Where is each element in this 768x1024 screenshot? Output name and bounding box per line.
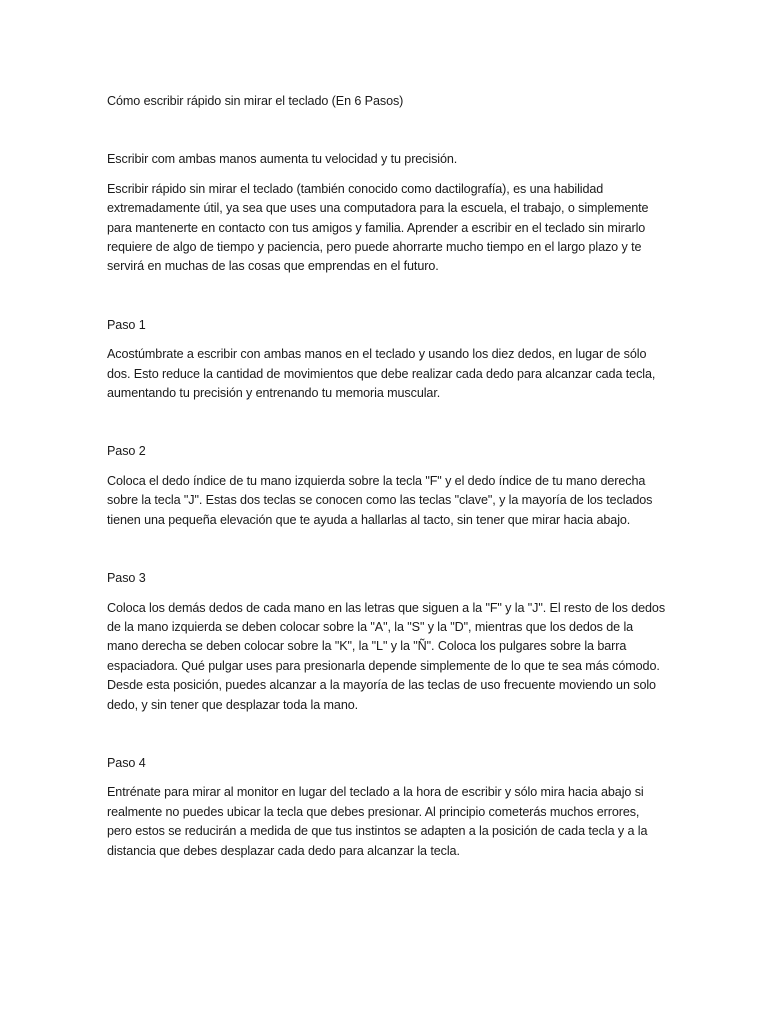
- step-4-body: Entrénate para mirar al monitor en lugar del teclado a la hora de escribir y sólo mira hacia abajo si realmente no puedes ubicar la tecla que debes presionar. Al principio cometerás muchos errores, pero estos se reducirán a medida de que tus instintos se adapten a la posición de cada tecla y a la distancia que debes desplazar cada dedo para alcanzar la tecla.: [107, 785, 648, 858]
- step-1-body: Acostúmbrate a escribir con ambas manos en el teclado y usando los diez dedos, en lugar de sólo dos. Esto reduce la cantidad de movimientos que debe realizar cada dedo para alcanzar cada tecla, aumentando tu precisión y entrenando tu memoria muscular.: [107, 347, 656, 401]
- step-1-heading: Paso 1: [107, 317, 146, 332]
- step-2-body: Coloca el dedo índice de tu mano izquierda sobre la tecla "F" y el dedo índice de tu mano derecha sobre la tecla "J". Estas dos teclas se conocen como las teclas "clave", y la mayoría de los teclados tienen una pequeña elevación que te ayuda a hallarlas al tacto, sin tener que mirar hacia abajo.: [107, 473, 653, 527]
- step-2-heading: Paso 2: [107, 444, 146, 459]
- document-body: [107, 92, 667, 900]
- intro-paragraph-1: Escribir com ambas manos aumenta tu velocidad y tu precisión.: [107, 152, 458, 167]
- intro-paragraph-2: Escribir rápido sin mirar el teclado (también conocido como dactilografía), es una habilidad extremadamente útil, ya sea que uses una computadora para la escuela, el trabajo, o simplemente para mantenerte en contacto con tus amigos y familia. Aprender a escribir en el teclado sin mirarlo requiere de algo de tiempo y paciencia, pero puede ahorrarte mucho tiempo en el largo plazo y te servirá en muchas de las cosas que emprendas en el futuro.: [107, 181, 649, 274]
- step-3-heading: Paso 3: [107, 571, 146, 586]
- step-4-heading: Paso 4: [107, 755, 146, 770]
- document-title: Cómo escribir rápido sin mirar el teclado (En 6 Pasos): [107, 94, 404, 108]
- step-3-body: Coloca los demás dedos de cada mano en las letras que siguen a la "F" y la "J". El resto de los dedos de la mano izquierda se deben colocar sobre la "A", la "S" y la "D", mientras que los dedos de la mano derecha se deben colocar sobre la "K", la "L" y la "Ñ". Coloca los pulgares sobre la barra espaciadora. Qué pulgar uses para presionarla depende simplemente de lo que te sea más cómodo. Desde esta posición, puedes alcanzar a la mayoría de las teclas de uso frecuente moviendo un solo dedo, y sin tener que desplazar toda la mano.: [107, 600, 666, 712]
